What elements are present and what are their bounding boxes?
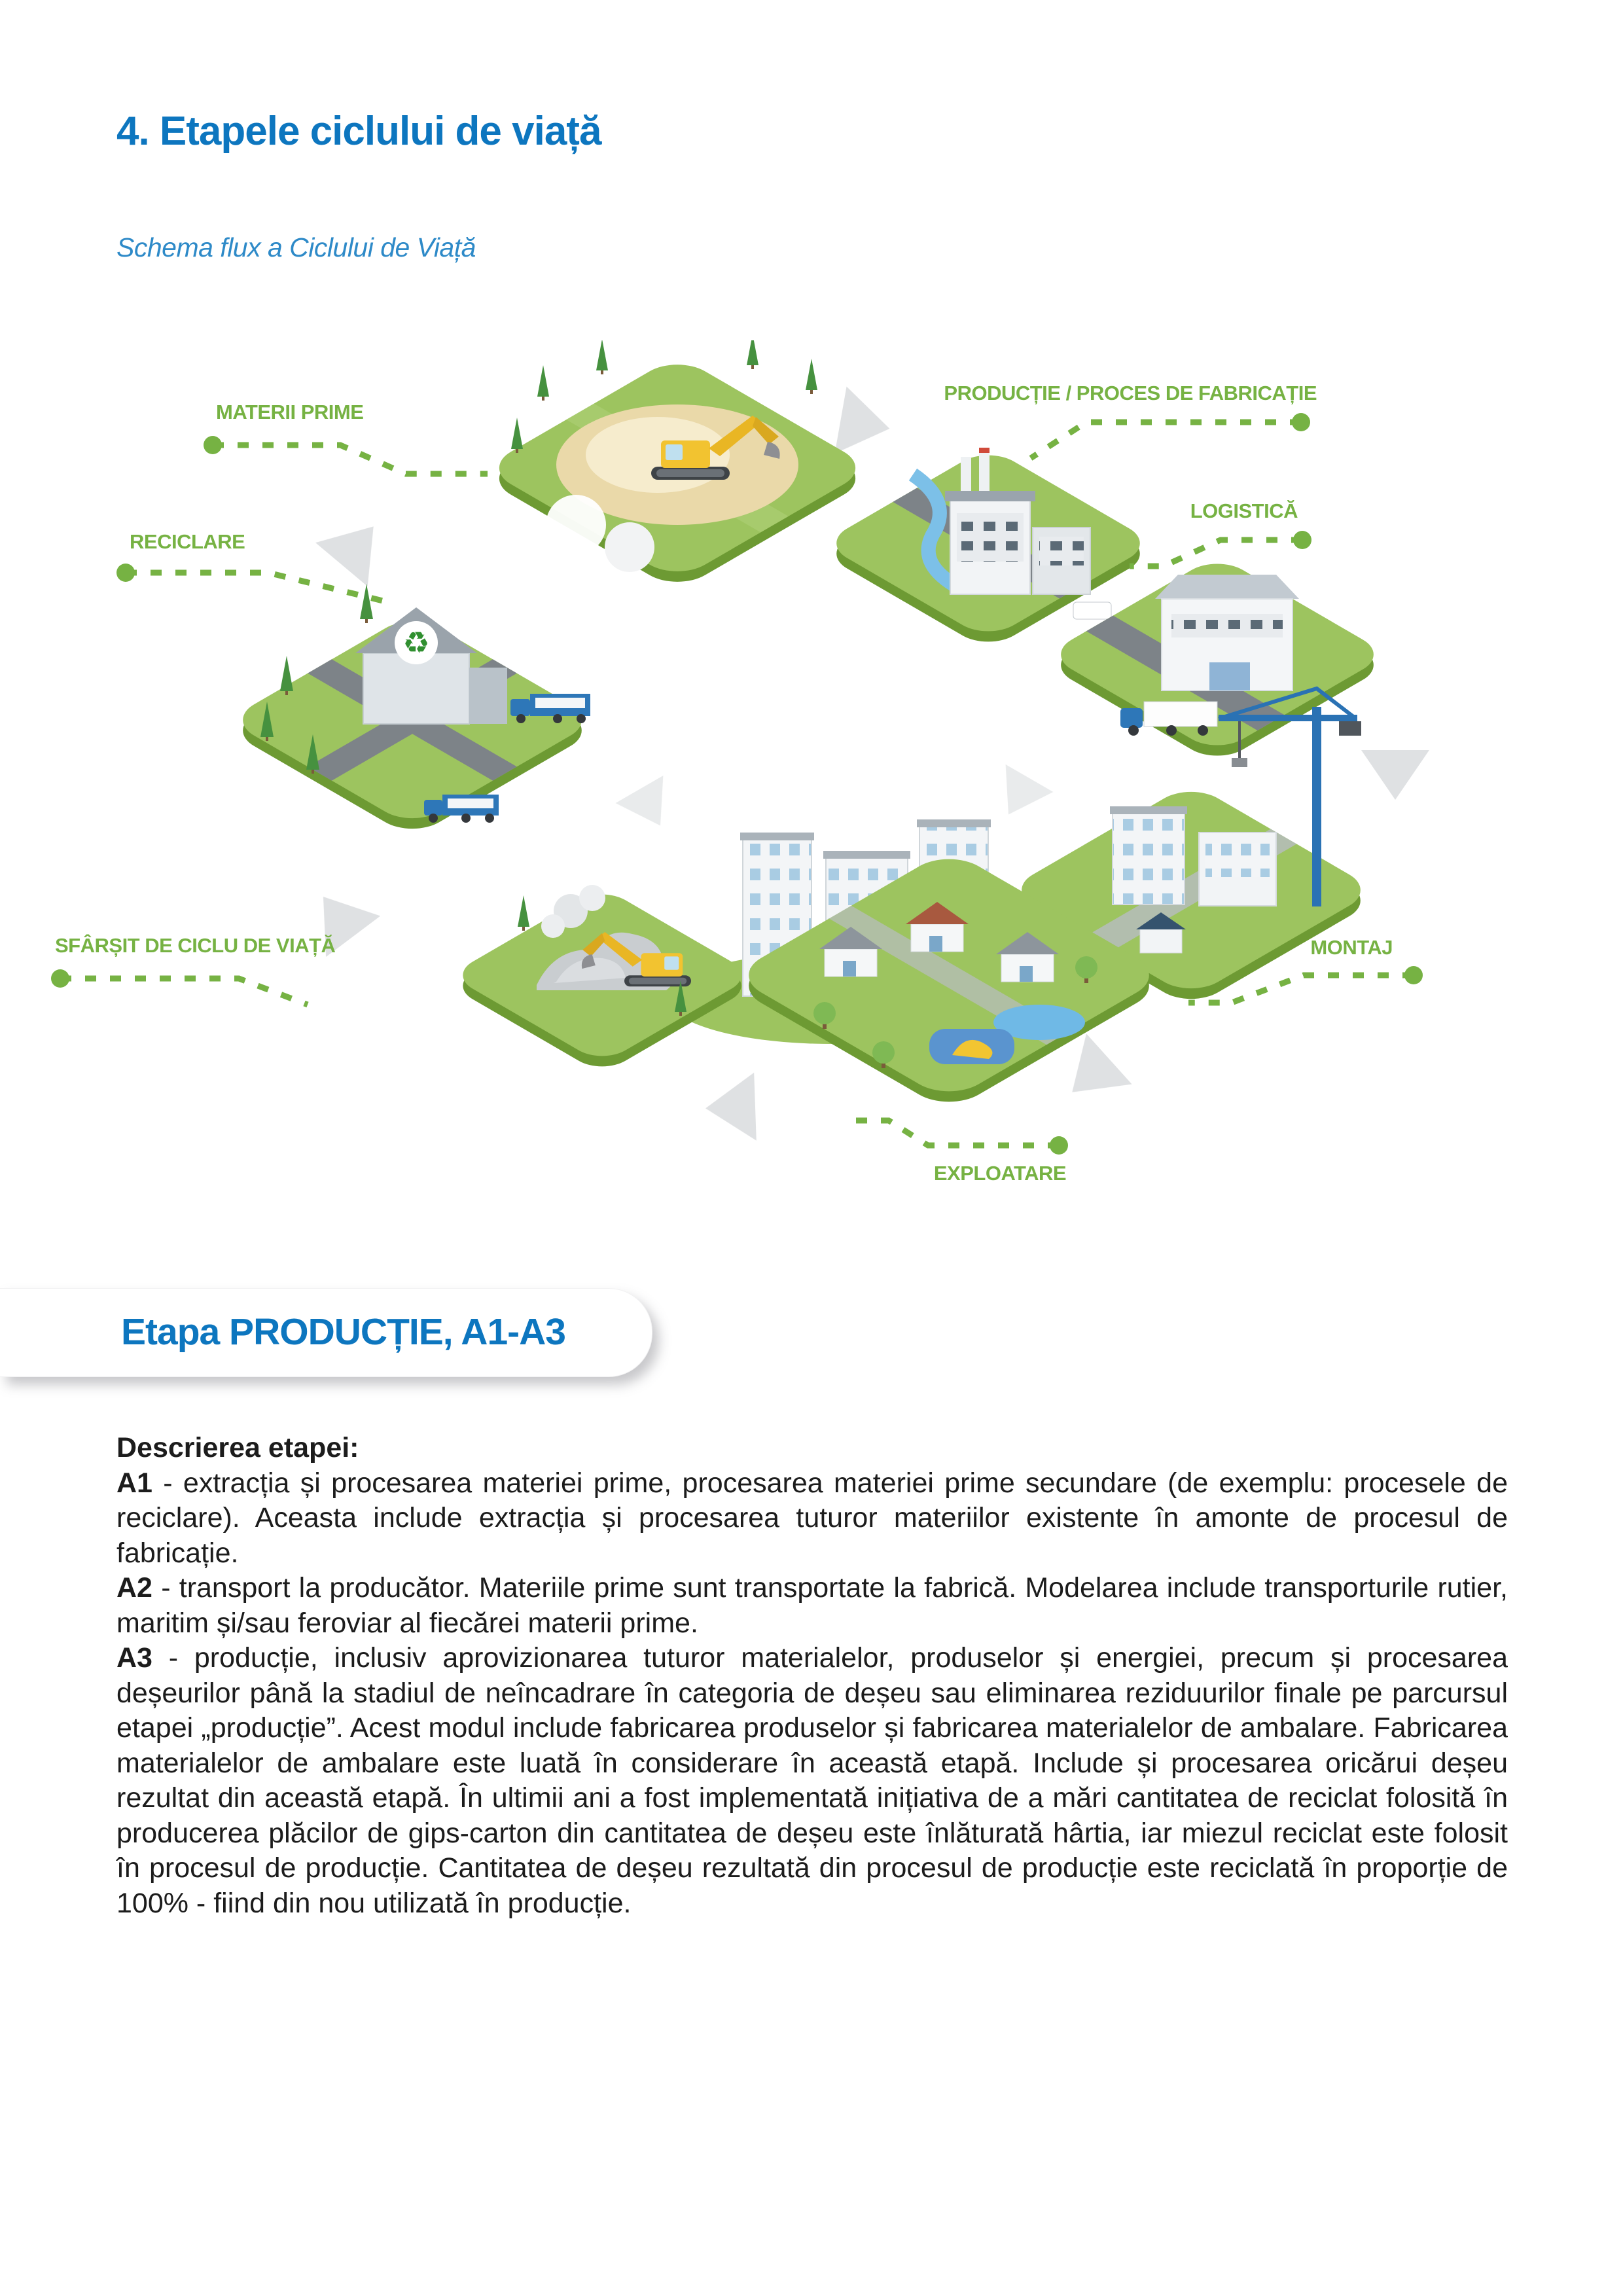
building-shell <box>1113 813 1185 905</box>
warehouse-roof <box>1155 575 1299 599</box>
paragraph-a2-text: - transport la producător. Materiile prime sunt transportate la fabrică. Modelarea include transporturile rutier, maritim și/sau feroviar al fiecărei materii prime. <box>116 1572 1508 1639</box>
loading-door <box>1209 662 1250 691</box>
description-heading: Descrierea etapei: <box>116 1432 359 1463</box>
page-title: 4. Etapele ciclului de viață <box>116 109 601 154</box>
diagram-label-sfarsit-ciclu: SFÂRȘIT DE CICLU DE VIAȚĂ <box>55 934 336 957</box>
lifecycle-diagram <box>0 340 1623 1224</box>
demolition-scene <box>450 885 755 1074</box>
paragraph-a1-lead: A1 <box>116 1467 152 1499</box>
diagram-label-montaj: MONTAJ <box>1310 936 1393 959</box>
paragraph-a3-text: - producție, inclusiv aprovizionarea tuturor materialelor, produselor și energiei, precum și procesarea deșeurilor până la stadiul de neîncadrare în categoria de deșeu sau eliminarea reziduurilor finale pe parcursul etapei „producție”. Acest modul include fabricarea produselor și fabricarea materialelor de ambalare. Fabricarea materialelor de ambalare este luată în considerare în această etapă. Include și procesarea oricărui deșeu rezultat din această etapă. În ultimii ani a fost implementată inițiativa de a mări cantitatea de reciclat folosită în producerea plăcilor de gips-carton din cantitatea de deșeu este înlăturată hârtia, iar miezul reciclat este folosit în procesul de producție. Cantitatea de deșeu rezultată din procesul de producție este reciclată în proporție de 100% - fiind din nou utilizată în producție. <box>116 1642 1508 1919</box>
lifecycle-illustration <box>0 340 1623 1224</box>
section-body <box>116 1431 1508 1921</box>
page-subtitle: Schema flux a Ciclului de Viață <box>116 232 476 262</box>
paragraph-a2 <box>116 1571 1508 1641</box>
paragraph-a1 <box>116 1466 1508 1571</box>
paragraph-a3 <box>116 1641 1508 1921</box>
recycling-scene <box>227 584 597 838</box>
factory-scene <box>821 446 1154 650</box>
quarry-scene <box>483 340 872 591</box>
paragraph-a1-text: - extracția și procesarea materiei prime, procesarea materiei prime secundare (de exemplu: procesele de reciclare). Aceasta include extracția și procesarea tuturor materiilor existente în amonte de procesul de fabricație. <box>116 1467 1508 1569</box>
tunnel-opening <box>546 495 606 555</box>
diagram-label-materii-prime: MATERII PRIME <box>216 401 364 423</box>
diagram-label-logistica: LOGISTICĂ <box>1190 499 1298 522</box>
playground-icon <box>929 1029 1014 1064</box>
section-banner-title: Etapa PRODUCȚIE, A1-A3 <box>121 1311 566 1353</box>
paragraph-a2-lead: A2 <box>116 1572 152 1604</box>
recycle-icon: ♻ <box>402 626 430 660</box>
diagram-label-productie: PRODUCȚIE / PROCES DE FABRICAȚIE <box>944 382 1317 404</box>
paragraph-a3-lead: A3 <box>116 1642 152 1674</box>
delivery-van <box>1073 602 1111 619</box>
diagram-label-exploatare: EXPLOATARE <box>933 1162 1067 1185</box>
section-banner <box>0 1288 652 1377</box>
diagram-label-reciclare: RECICLARE <box>130 530 245 553</box>
